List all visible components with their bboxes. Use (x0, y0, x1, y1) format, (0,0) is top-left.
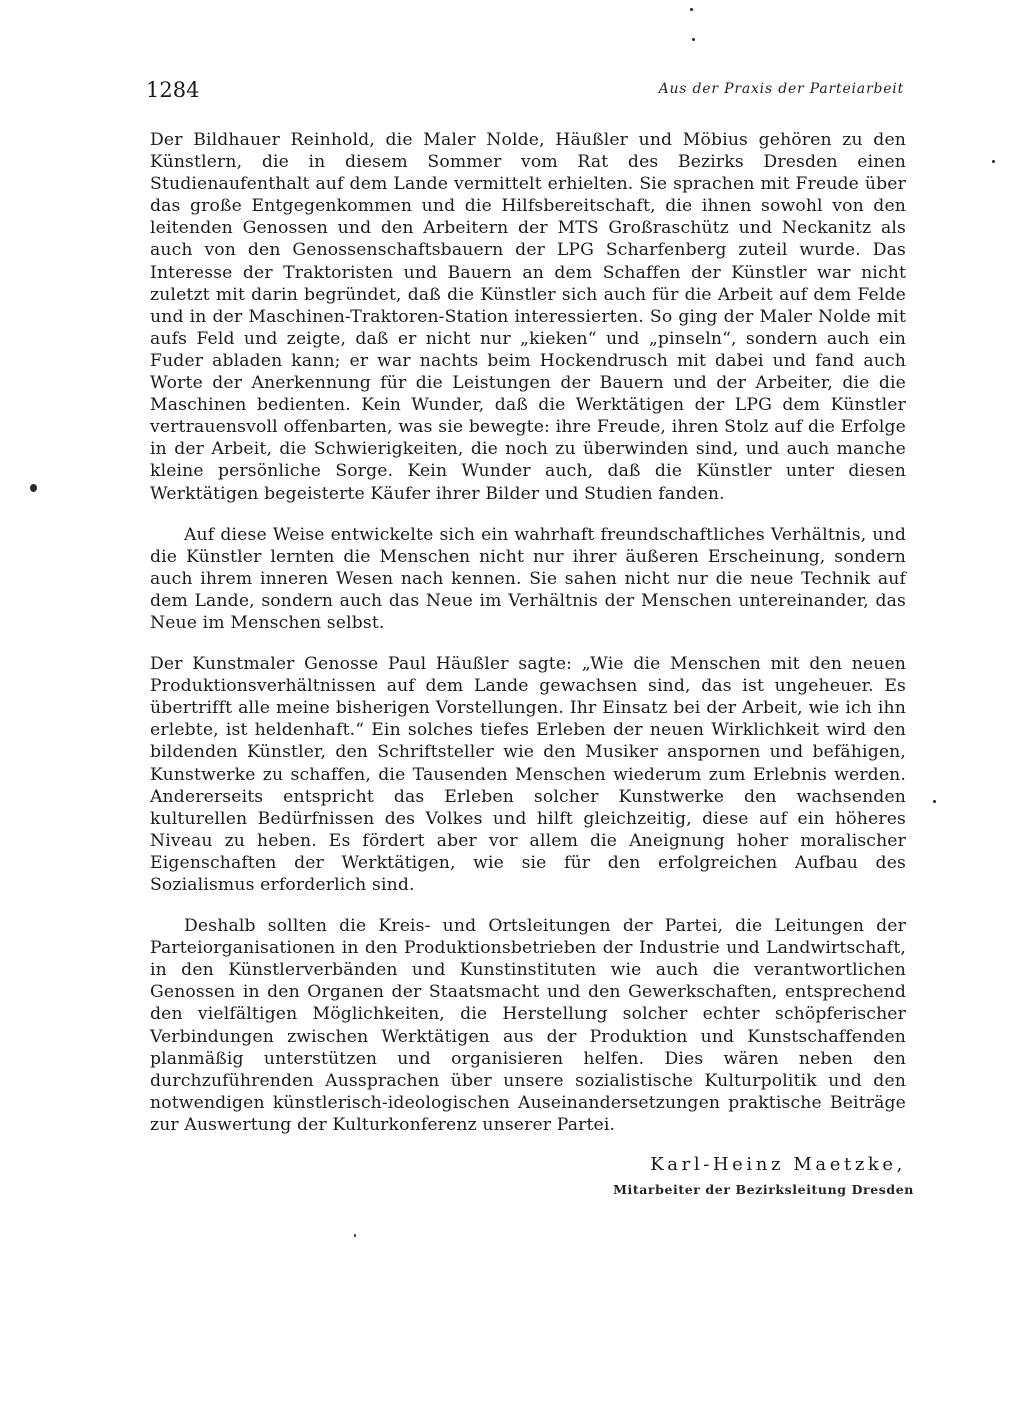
paragraph-4: Deshalb sollten die Kreis- und Ortsleitungen der Partei, die Leitungen der Parteiorganisationen in den Produktionsbetrieben der Industrie und Landwirtschaft, in den Künstlerverbänden und Kunstinstituten wie auch die verantwortlichen Genossen in den Organen der Staatsmacht und den Gewerkschaften, entsprechend den vielfältigen Möglichkeiten, die Herstellung solcher echter schöpferischer Verbindungen zwischen Werktätigen aus der Produktion und Kunstschaffenden planmäßig unterstützen und organisieren helfen. Dies wären neben den durchzuführenden Aussprachen über unsere sozialistische Kulturpolitik und den notwendigen künstlerisch-ideologischen Auseinandersetzungen praktische Beiträge zur Auswertung der Kulturkonferenz unserer Partei. (150, 916, 906, 1135)
page-header (146, 78, 904, 108)
paragraph-2: Auf diese Weise entwickelte sich ein wahrhaft freundschaftliches Verhältnis, und die Künstler lernten die Menschen nicht nur ihrer äußeren Erscheinung, sondern auch ihrem inneren Wesen nach kennen. Sie sahen nicht nur die neue Technik auf dem Lande, sondern auch das Neue im Verhältnis der Menschen untereinander, das Neue im Menschen selbst. (150, 524, 906, 633)
page-number: 1284 (146, 78, 200, 102)
scan-speck (354, 1234, 356, 1237)
paragraph-3: Der Kunstmaler Genosse Paul Häußler sagte: „Wie die Menschen mit den neuen Produktionsverhältnissen auf dem Lande gewachsen sind, das ist ungeheuer. Es übertrifft alle meine bisherigen Vorstellungen. Ihr Einsatz bei der Arbeit, wie ich ihn erlebte, ist heldenhaft.“ Ein solches tiefes Erleben der neuen Wirklichkeit wird den bildenden Künstler, den Schriftsteller wie den Musiker anspornen und befähigen, Kunstwerke zu schaffen, die Tausenden Menschen wiederum zum Erlebnis werden. Andererseits entspricht das Erleben solcher Kunstwerke den wachsenden kulturellen Bedürfnissen des Volkes und hilft gleichzeitig, diese auf ein höheres Niveau zu heben. Es fördert aber vor allem die Aneignung hoher moralischer Eigenschaften der Werktätigen, wie sie für den erfolgreichen Aufbau des Sozialismus erforderlich sind. (150, 654, 906, 895)
running-title: Aus der Praxis der Parteiarbeit (658, 81, 904, 97)
paragraph-1: Der Bildhauer Reinhold, die Maler Nolde, Häußler und Möbius gehören zu den Künstlern, die in diesem Sommer vom Rat des Bezirks Dresden einen Studienaufenthalt auf dem Lande vermittelt erhielten. Sie sprachen mit Freude über das große Entgegenkommen und die Hilfsbereitschaft, die ihnen sowohl von den leitenden Genossen und den Arbeitern der MTS Großraschütz und Neckanitz als auch von den Genossenschaftsbauern der LPG Scharfenberg zuteil wurde. Das Interesse der Traktoristen und Bauern an dem Schaffen der Künstler war nicht zuletzt mit darin begründet, daß die Künstler sich auch für die Arbeit auf dem Felde und in der Maschinen-Traktoren-Station interessierten. So ging der Maler Nolde mit aufs Feld und zeigte, daß er nicht nur „kieken“ und „pinseln“, sondern auch ein Fuder abladen kann; er war nachts beim Hockendrusch mit dabei und fand auch Worte der Anerkennung für die Leistungen der Bauern und der Arbeiter, die die Maschinen bedienten. Kein Wunder, daß die Werktätigen der LPG dem Künstler vertrauensvoll offenbarten, was sie bewegte: ihre Freude, ihren Stolz auf die Erfolge in der Arbeit, die Schwierigkeiten, die noch zu überwinden sind, und auch manche kleine persönliche Sorge. Kein Wunder auch, daß die Künstler unter diesen Werktätigen begeisterte Käufer ihrer Bilder und Studien fanden. (150, 130, 906, 504)
scan-speck (690, 8, 693, 11)
author-signature: Karl-Heinz Maetzke, (650, 1154, 906, 1175)
scan-speck (30, 484, 37, 492)
scan-speck (992, 160, 995, 163)
author-affiliation: Mitarbeiter der Bezirksleitung Dresden (613, 1182, 914, 1197)
article-body (150, 129, 906, 1136)
scan-speck (692, 38, 695, 41)
scan-speck (933, 800, 936, 803)
